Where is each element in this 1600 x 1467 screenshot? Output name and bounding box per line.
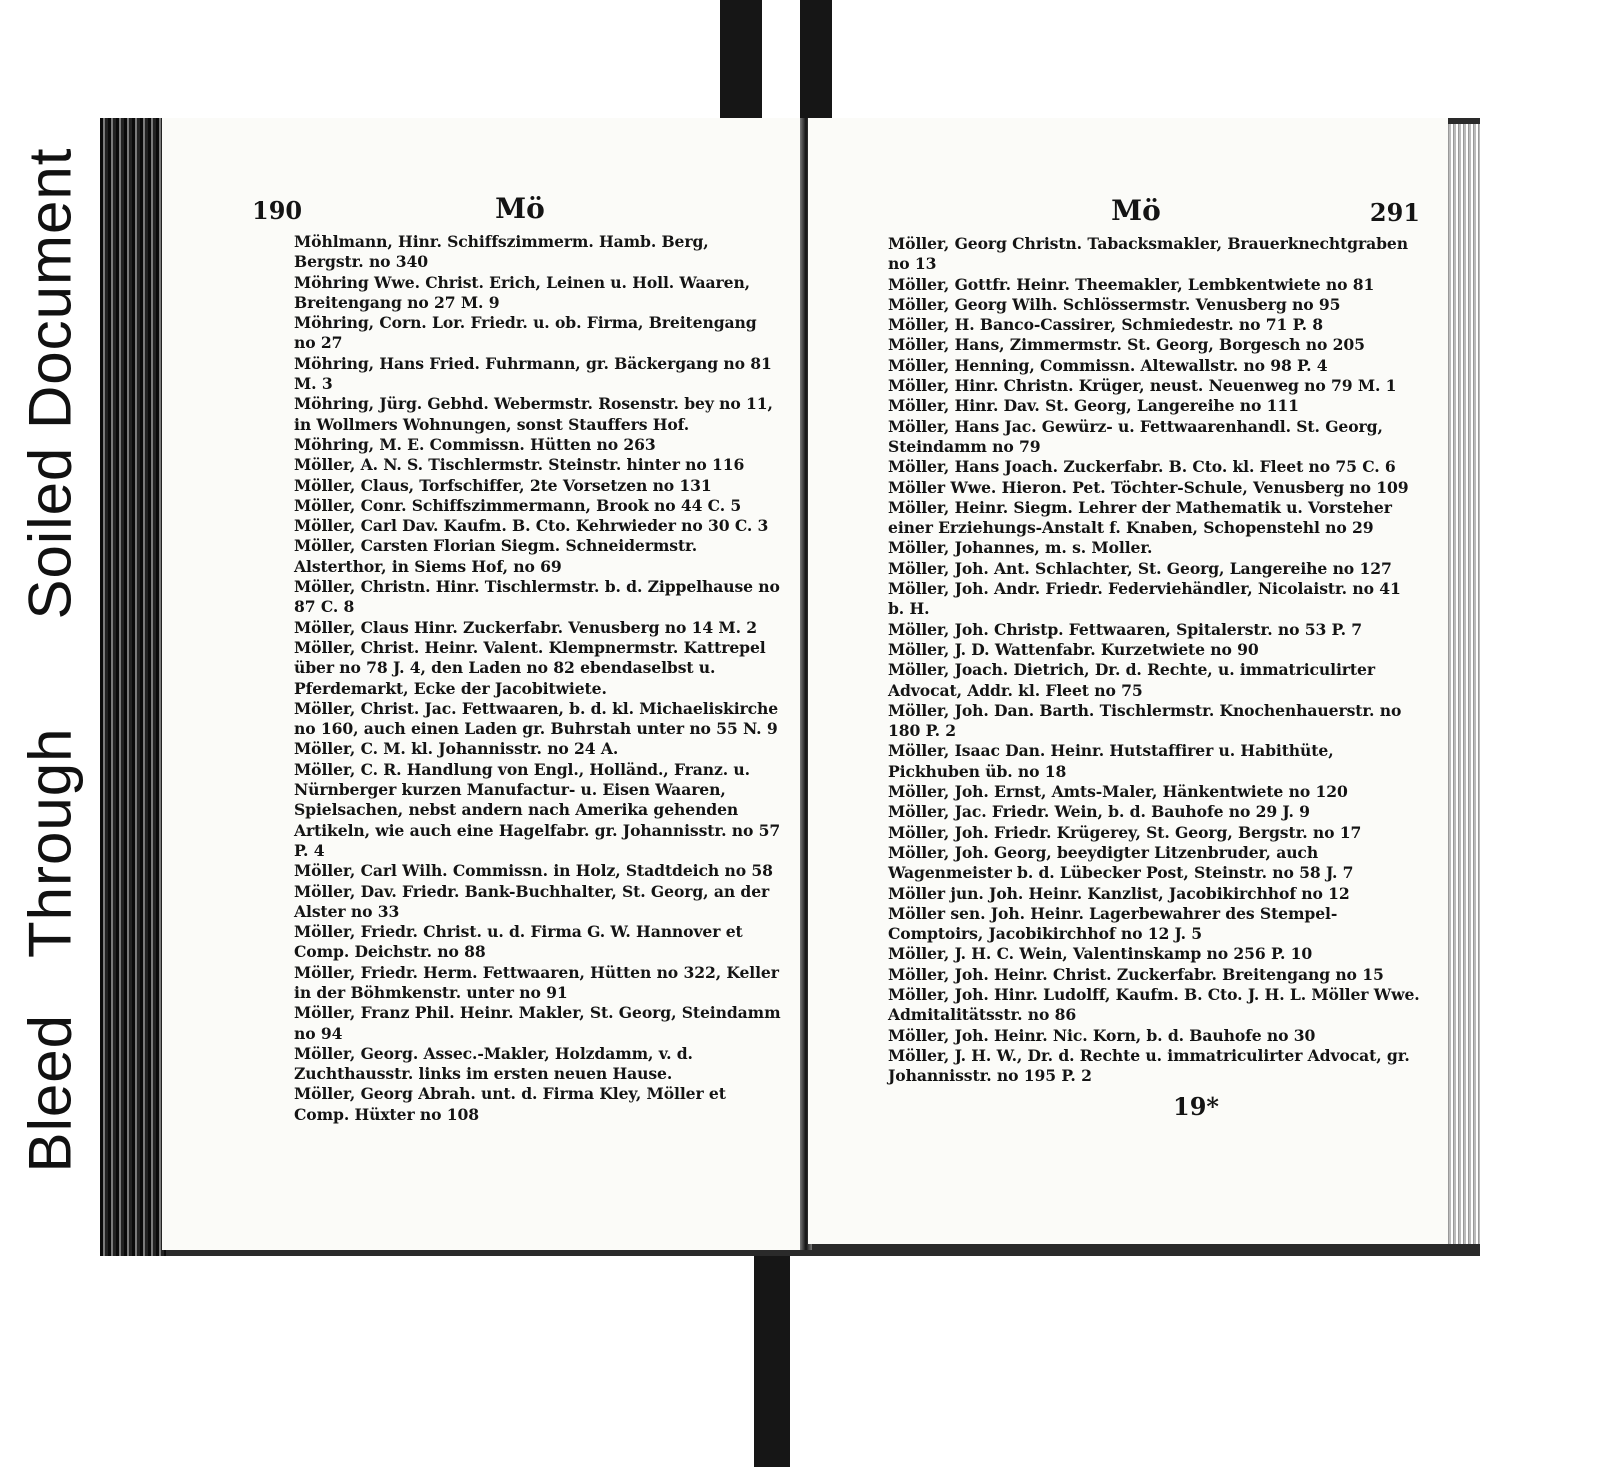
directory-entry: Möller, Friedr. Christ. u. d. Firma G. W. Hannover et Comp. Deichstr. no 88 (294, 922, 743, 962)
left-headword: Mö (495, 192, 545, 225)
directory-entry: Möller, Joh. Dan. Barth. Tischlermstr. Knochenhauerstr. no 180 P. 2 (888, 700, 1402, 741)
directory-entry: Möller, A. N. S. Tischlermstr. Steinstr. hinter no 116 (294, 455, 745, 475)
directory-entry: Möller, Heinr. Siegm. Lehrer der Mathematik u. Vorsteher einer Erziehungs-Anstalt f. Knaben, Schopenstehl no 29 (888, 497, 1392, 538)
bottom-strap (754, 1256, 790, 1467)
directory-entry: Möller, Joh. Christp. Fettwaaren, Spitalerstr. no 53 P. 7 (888, 619, 1363, 639)
directory-entry: Möller, Hans Joach. Zuckerfabr. B. Cto. kl. Fleet no 75 C. 6 (888, 457, 1396, 477)
directory-entry: Möhring Wwe. Christ. Erich, Leinen u. Holl. Waaren, Breitengang no 27 M. 9 (294, 272, 751, 312)
directory-entry: Möller, J. D. Wattenfabr. Kurzetwiete no 90 (888, 639, 1259, 659)
caption-soiled-document: Soiled Document (16, 147, 84, 620)
signature-mark: 19* (1173, 1092, 1219, 1122)
directory-entry: Möller, Christn. Hinr. Tischlermstr. b. d. Zippelhause no 87 C. 8 (294, 577, 780, 617)
directory-entry: Möller, Georg Wilh. Schlössermstr. Venusberg no 95 (888, 294, 1341, 314)
page-edges-right (1444, 124, 1480, 1244)
directory-entry: Möller, Conr. Schiffszimmermann, Brook no 44 C. 5 (294, 495, 742, 515)
directory-entry: Möller, Henning, Commissn. Altewallstr. no 98 P. 4 (888, 355, 1328, 375)
directory-entry: Möller, Joh. Ernst, Amts-Maler, Hänkentwiete no 120 (888, 782, 1348, 802)
directory-entry: Möhring, Hans Fried. Fuhrmann, gr. Bäckergang no 81 M. 3 (294, 353, 772, 394)
directory-entry: Möhlmann, Hinr. Schiffszimmerm. Hamb. Berg, Bergstr. no 340 (294, 232, 709, 272)
directory-entry: Möller, Hans, Zimmermstr. St. Georg, Borgesch no 205 (888, 335, 1365, 355)
directory-entry: Möller Wwe. Hieron. Pet. Töchter-Schule, Venusberg no 109 (888, 477, 1409, 497)
caption-word-bleed: Bleed (16, 1013, 84, 1173)
directory-entry: Möller, Hinr. Christn. Krüger, neust. Neuenweg no 79 M. 1 (888, 376, 1397, 396)
left-page (162, 118, 806, 1250)
right-page-number: 291 (1369, 198, 1420, 227)
directory-entry: Möhring, Jürg. Gebhd. Webermstr. Rosenstr. bey no 11, in Wollmers Wohnungen, sonst Stauffers Hof. (294, 394, 773, 434)
directory-entry: Möller, Joh. Heinr. Christ. Zuckerfabr. Breitengang no 15 (888, 964, 1384, 984)
directory-entry: Möller, Franz Phil. Heinr. Makler, St. Georg, Steindamm no 94 (294, 1003, 781, 1043)
directory-entry: Möller, Johannes, m. s. Moller. (888, 538, 1153, 558)
directory-entry: Möller, Joach. Dietrich, Dr. d. Rechte, u. immatriculirter Advocat, Addr. kl. Fleet no 75 (888, 660, 1375, 700)
directory-entry: Möller, Georg. Assec.-Makler, Holzdamm, v. d. Zuchthausstr. links im ersten neuen Hause. (294, 1043, 693, 1084)
right-page (808, 118, 1448, 1244)
right-entry-list (852, 234, 1420, 1086)
directory-entry: Möller, Claus, Torfschiffer, 2te Vorsetzen no 131 (294, 475, 712, 495)
directory-entry: Möller, Georg Christn. Tabacksmakler, Brauerknechtgraben no 13 (888, 234, 1408, 274)
directory-entry: Möller, Isaac Dan. Heinr. Hutstaffirer u. Habithüte, Pickhuben üb. no 18 (888, 741, 1334, 781)
left-page-header (252, 192, 782, 232)
directory-entry: Möller, C. R. Handlung von Engl., Holländ., Franz. u. Nürnberger kurzen Manufactur- u. Eisen Waaren, Spielsachen, nebst andern nach Amerika gehenden Artikeln, wie auch eine Hagelfabr. gr. Johannisstr. no 57 P. 4 (294, 759, 781, 860)
page-edges-left (100, 118, 166, 1256)
left-page-number: 190 (252, 196, 303, 225)
directory-entry: Möller, Carsten Florian Siegm. Schneidermstr. Alsterthor, in Siems Hof, no 69 (294, 536, 698, 576)
directory-entry: Möller, Claus Hinr. Zuckerfabr. Venusberg no 14 M. 2 (294, 617, 757, 637)
directory-entry: Möller, J. H. W., Dr. d. Rechte u. immatriculirter Advocat, gr. Johannisstr. no 195 P. 2 (888, 1045, 1410, 1086)
top-strap-right (800, 0, 832, 118)
directory-entry: Möller, Dav. Friedr. Bank-Buchhalter, St. Georg, an der Alster no 33 (294, 881, 770, 921)
directory-entry: Möller, C. M. kl. Johannisstr. no 24 A. (294, 739, 619, 759)
directory-entry: Möller, Joh. Andr. Friedr. Federviehändler, Nicolaistr. no 41 b. H. (888, 579, 1401, 619)
directory-entry: Möller, Friedr. Herm. Fettwaaren, Hütten no 322, Keller in der Böhmkenstr. unter no 91 (294, 962, 779, 1002)
directory-entry: Möller, Carl Dav. Kaufm. B. Cto. Kehrwieder no 30 C. 3 (294, 516, 769, 536)
right-headword: Mö (1111, 194, 1161, 227)
directory-entry: Möller jun. Joh. Heinr. Kanzlist, Jacobikirchhof no 12 (888, 883, 1350, 903)
open-book (100, 118, 1480, 1256)
directory-entry: Möller, Joh. Friedr. Krügerey, St. Georg, Bergstr. no 17 (888, 822, 1362, 842)
directory-entry: Möhring, M. E. Commissn. Hütten no 263 (294, 434, 656, 454)
directory-entry: Möhring, Corn. Lor. Friedr. u. ob. Firma, Breitengang no 27 (294, 313, 757, 353)
directory-entry: Möller, Gottfr. Heinr. Theemakler, Lembkentwiete no 81 (888, 274, 1375, 294)
directory-entry: Möller sen. Joh. Heinr. Lagerbewahrer des Stempel-Comptoirs, Jacobikirchhof no 12 J. 5 (888, 903, 1338, 944)
directory-entry: Möller, Joh. Heinr. Nic. Korn, b. d. Bauhofe no 30 (888, 1025, 1316, 1045)
directory-entry: Möller, Hinr. Dav. St. Georg, Langereihe no 111 (888, 396, 1299, 416)
side-caption (4, 130, 96, 1190)
directory-entry: Möller, Christ. Heinr. Valent. Klempnermstr. Kattrepel über no 78 J. 4, den Laden no 82 ebendaselbst u. Pferdemarkt, Ecke der Jacobitwiete. (294, 637, 766, 698)
directory-entry: Möller, Jac. Friedr. Wein, b. d. Bauhofe no 29 J. 9 (888, 802, 1310, 822)
directory-entry: Möller, Joh. Hinr. Ludolff, Kaufm. B. Cto. J. H. L. Möller Wwe. Admitalitätsstr. no 86 (888, 984, 1420, 1025)
left-entry-list (258, 232, 782, 1125)
directory-entry: Möller, Christ. Jac. Fettwaaren, b. d. kl. Michaeliskirche no 160, auch einen Laden gr. Buhrstah unter no 55 N. 9 (294, 698, 779, 739)
directory-entry: Möller, Joh. Georg, beeydigter Litzenbruder, auch Wagenmeister b. d. Lübecker Post, Steinstr. no 58 J. 7 (888, 842, 1354, 883)
directory-entry: Möller, Joh. Ant. Schlachter, St. Georg, Langereihe no 127 (888, 558, 1392, 578)
directory-entry: Möller, Carl Wilh. Commissn. in Holz, Stadtdeich no 58 (294, 861, 773, 881)
directory-entry: Möller, Georg Abrah. unt. d. Firma Kley, Möller et Comp. Hüxter no 108 (294, 1084, 726, 1124)
caption-word-through: Through (16, 727, 84, 958)
directory-entry: Möller, H. Banco-Cassirer, Schmiedestr. no 71 P. 8 (888, 315, 1324, 335)
directory-entry: Möller, J. H. C. Wein, Valentinskamp no 256 P. 10 (888, 944, 1313, 964)
right-page-header (852, 194, 1420, 234)
directory-entry: Möller, Hans Jac. Gewürz- u. Fettwaarenhandl. St. Georg, Steindamm no 79 (888, 416, 1383, 456)
top-strap (720, 0, 762, 118)
